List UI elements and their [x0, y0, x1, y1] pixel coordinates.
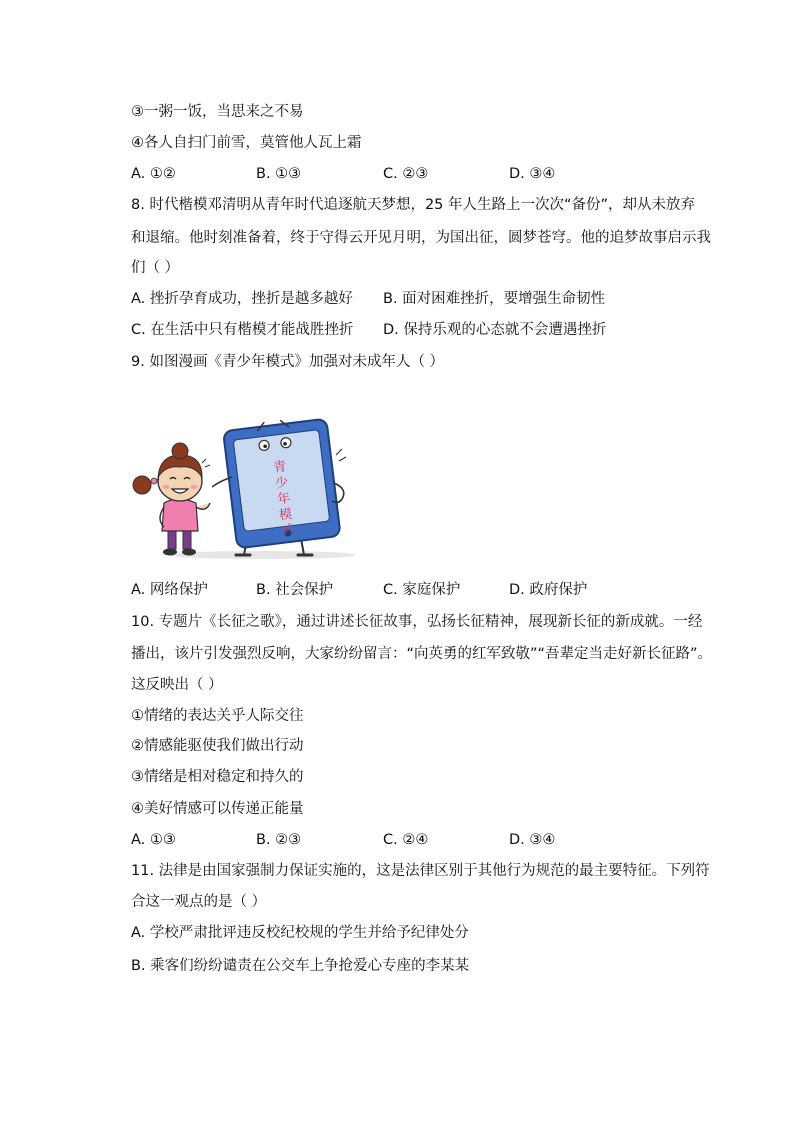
- q10-stem-line-3: 这反映出（ ）: [131, 677, 223, 693]
- q10-item-3: ③情绪是相对稳定和持久的: [131, 769, 304, 785]
- girl-hair-bun: [172, 443, 188, 459]
- q10-option-d[interactable]: D. ③④: [509, 832, 556, 848]
- q7-option-c[interactable]: C. ②③: [383, 166, 429, 182]
- q8-option-d[interactable]: D. 保持乐观的心态就不会遭遇挫折: [383, 322, 607, 338]
- q8-stem-line-2: 和退缩。他时刻准备着，终于守得云开见月明，为国出征，圆梦苍穹。他的追梦故事启示我: [131, 230, 711, 246]
- girl-character: [133, 443, 210, 556]
- phone-screen-text-3: 年: [276, 491, 292, 508]
- phone-screen-text-4: 模: [278, 507, 294, 524]
- q10-item-1: ①情绪的表达关乎人际交往: [131, 708, 304, 724]
- q11-stem-line-1: 11. 法律是由国家强制力保证实施的，这是法律区别于其他行为规范的最主要特征。下列符: [131, 863, 710, 879]
- q8-option-a[interactable]: A. 挫折孕育成功，挫折是越多越好: [131, 291, 353, 307]
- girl-left-shoe: [163, 549, 177, 556]
- q11-option-a[interactable]: A. 学校严肃批评违反校纪校规的学生并给予纪律处分: [131, 925, 469, 941]
- phone-motion-lines: [336, 449, 346, 461]
- q9-option-c[interactable]: C. 家庭保护: [383, 582, 461, 598]
- q7-option-a[interactable]: A. ①②: [131, 166, 176, 182]
- girl-shirt: [162, 499, 198, 531]
- q9-stem: 9. 如图漫画《青少年模式》加强对未成年人（ ）: [131, 354, 445, 370]
- q8-stem-line-1: 8. 时代楷模邓清明从青年时代追逐航天梦想，25 年人生路上一次次“备份”，却从未放弃: [131, 197, 696, 213]
- q7-option-d[interactable]: D. ③④: [509, 166, 556, 182]
- q10-option-c[interactable]: C. ②④: [383, 832, 429, 848]
- q10-stem-line-1: 10. 专题片《长征之歌》，通过讲述长征故事，弘扬长征精神，展现新长征的新成就。一经: [131, 614, 703, 630]
- cartoon-youth-mode-illustration: [128, 415, 354, 563]
- q10-stem-line-2: 播出，该片引发强烈反响，大家纷纷留言：“向英勇的红军致敬”“吾辈定当走好新长征路”。: [131, 646, 713, 662]
- q8-stem-line-3: 们（ ）: [131, 260, 180, 276]
- q10-option-a[interactable]: A. ①③: [131, 832, 176, 848]
- q10-item-2: ②情感能驱使我们做出行动: [131, 738, 304, 754]
- q10-item-4: ④美好情感可以传递正能量: [131, 801, 304, 817]
- q7-item-4: ④各人自扫门前雪，莫管他人瓦上霜: [131, 135, 362, 151]
- q9-option-a[interactable]: A. 网络保护: [131, 582, 208, 598]
- q11-stem-line-2: 合这一观点的是（ ）: [131, 894, 267, 910]
- q8-option-b[interactable]: B. 面对困难挫折，要增强生命韧性: [383, 291, 606, 307]
- phone-screen-text-1: 青: [272, 459, 288, 476]
- phone-screen-text-5: 式: [282, 521, 295, 537]
- girl-left-pigtail: [133, 476, 151, 494]
- girl-right-shoe: [182, 549, 196, 556]
- q9-option-b[interactable]: B. 社会保护: [256, 582, 334, 598]
- q8-option-c[interactable]: C. 在生活中只有楷模才能战胜挫折: [131, 322, 354, 338]
- q7-item-3: ③一粥一饭，当思来之不易: [131, 104, 304, 120]
- phone-screen-text-2: 少: [274, 475, 290, 492]
- q10-option-b[interactable]: B. ②③: [256, 832, 302, 848]
- q11-option-b[interactable]: B. 乘客们纷纷谴责在公交车上争抢爱心专座的李某某: [131, 958, 470, 974]
- q7-option-b[interactable]: B. ①③: [256, 166, 302, 182]
- q9-option-d[interactable]: D. 政府保护: [509, 582, 588, 598]
